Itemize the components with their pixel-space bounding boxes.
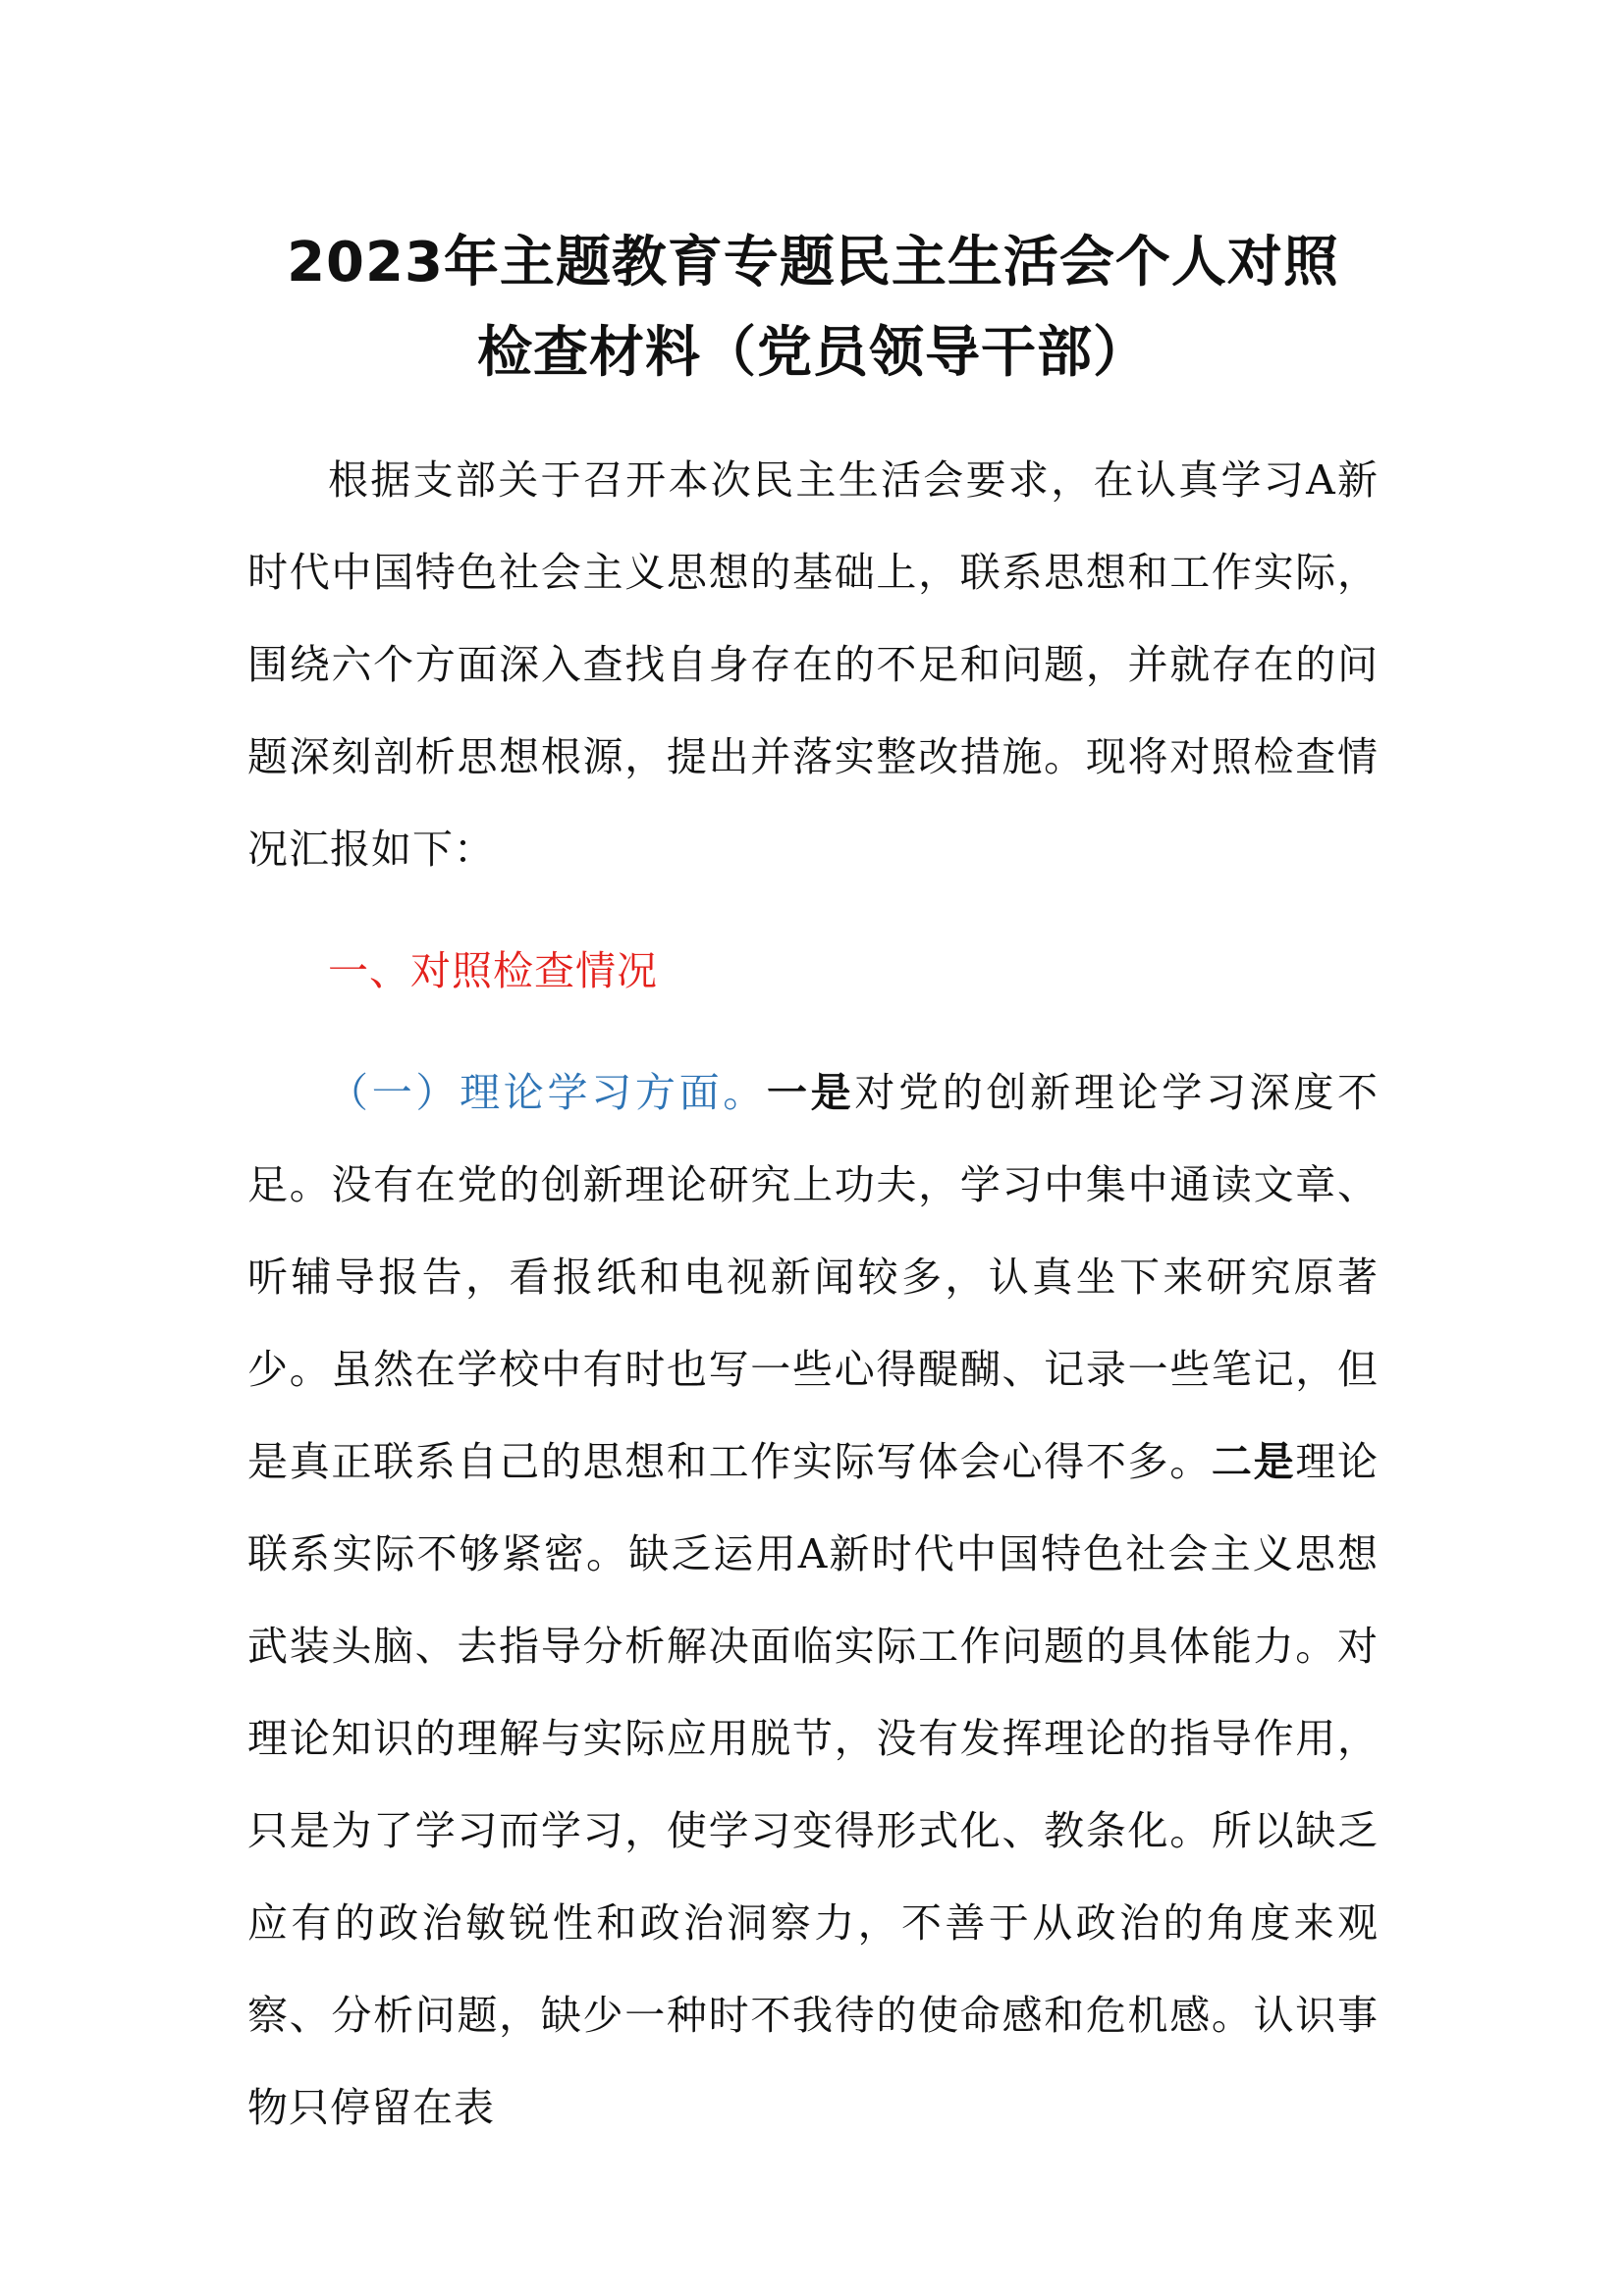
theory-study-paragraph	[247, 1046, 1379, 2154]
document-title	[247, 218, 1379, 399]
title-line-1: 2023年主题教育专题民主生活会个人对照	[287, 231, 1339, 294]
point-text-2: 理论联系实际不够紧密。缺乏运用A新时代中国特色社会主义思想武装头脑、去指导分析解决面临实际工作问题的具体能力。对理论知识的理解与实际应用脱节，没有发挥理论的指导作用，只是为了学习而学习，使学习变得形式化、教条化。所以缺乏应有的政治敏锐性和政治洞察力，不善于从政治的角度来观察、分析问题，缺少一种时不我待的使命感和危机感。认识事物只停留在表	[247, 1438, 1380, 2131]
document-page	[247, 218, 1379, 2154]
point-label-1: 一是	[766, 1069, 855, 1116]
point-label-2: 二是	[1211, 1438, 1296, 1485]
title-line-2: 检查材料（党员领导干部）	[477, 321, 1149, 385]
intro-paragraph: 根据支部关于召开本次民主生活会要求，在认真学习A新时代中国特色社会主义思想的基础上，联系思想和工作实际，围绕六个方面深入查找自身存在的不足和问题，并就存在的问题深刻剖析思想根源，提出并落实整改措施。现将对照检查情况汇报如下：	[247, 456, 1379, 873]
section-heading-1: 一、对照检查情况	[328, 947, 658, 994]
subheading-theory-study: （一）理论学习方面。	[328, 1069, 767, 1116]
point-text-1: 对党的创新理论学习深度不足。没有在党的创新理论研究上功夫，学习中集中通读文章、听辅导报告，看报纸和电视新闻较多，认真坐下来研究原著少。虽然在学校中有时也写一些心得醍醐、记录一些笔记，但是真正联系自己的思想和工作实际写体会心得不多。	[247, 1069, 1380, 1485]
